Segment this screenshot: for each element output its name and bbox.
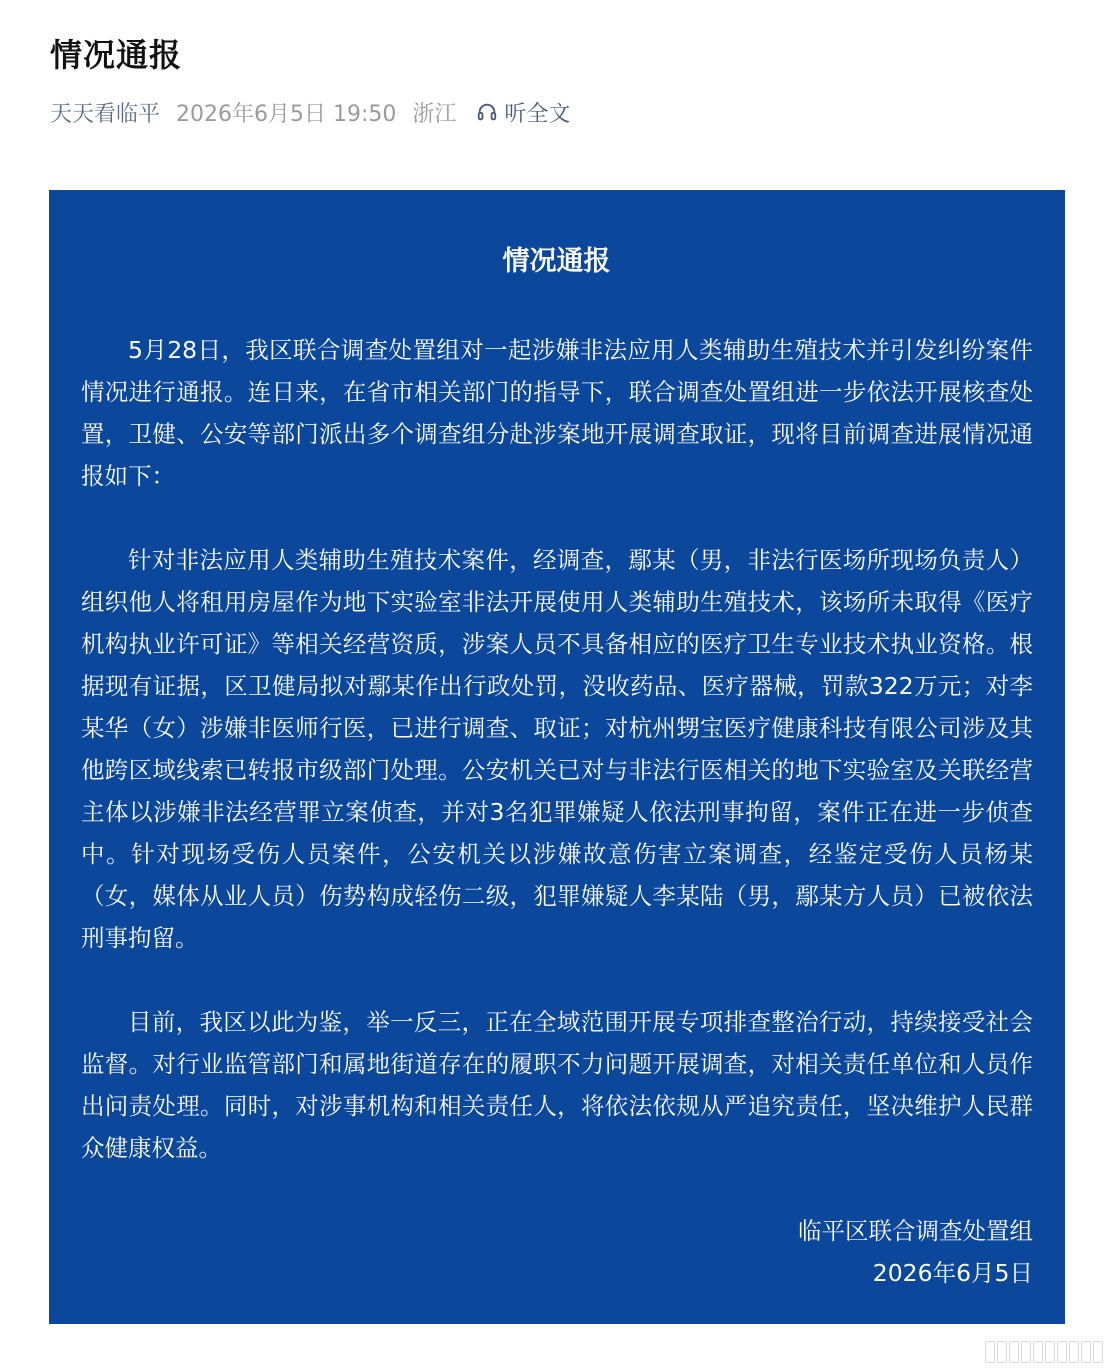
notice-heading: 情况通报 [502, 246, 611, 277]
listen-label: 听全文 [504, 101, 571, 127]
publish-datetime: 2026年6月5日 19:50 [176, 101, 397, 127]
notice-paragraph-3: 目前，我区以此为鉴，举一反三，正在全域范围开展专项排查整治行动，持续接受社会监督。对行业监管部门和属地街道存在的履职不力问题开展调查，对相关责任单位和人员作出问责处理。同时，对涉事机构和相关责任人，将依法依规从严追究责任，坚决维护人民群众健康权益。 [81, 1008, 1033, 1162]
signature-date: 2026年6月5日 [872, 1259, 1033, 1287]
listen-full-text-button[interactable] [476, 97, 570, 128]
notice-paragraph-1: 5月28日，我区联合调查处置组对一起涉嫌非法应用人类辅助生殖技术并引发纠纷案件情况进行通报。连日来，在省市相关部门的指导下，联合调查处置组进一步依法开展核查处置，卫健、公安等部门派出多个调查组分赴涉案地开展调查取证，现将目前调查进展情况通报如下： [81, 336, 1033, 490]
article-meta [50, 94, 570, 130]
signature-organization: 临平区联合调查处置组 [798, 1217, 1033, 1245]
author-source-link[interactable]: 天天看临平 [50, 101, 161, 127]
notice-body [81, 329, 1033, 1211]
notice-signature [798, 1210, 1033, 1294]
page-title: 情况通报 [50, 36, 183, 74]
watermark-logo [943, 1339, 1103, 1365]
notice-paragraph-2: 针对非法应用人类辅助生殖技术案件，经调查，鄢某（男，非法行医场所现场负责人）组织他人将租用房屋作为地下实验室非法开展使用人类辅助生殖技术，该场所未取得《医疗机构执业许可证》等相关经营资质，涉案人员不具备相应的医疗卫生专业技术执业资格。根据现有证据，区卫健局拟对鄢某作出行政处罚，没收药品、医疗器械，罚款322万元；对李某华（女）涉嫌非医师行医，已进行调查、取证；对杭州甥宝医疗健康科技有限公司涉及其他跨区域线索已转报市级部门处理。公安机关已对与非法行医相关的地下实验室及关联经营主体以涉嫌非法经营罪立案侦查，并对3名犯罪嫌疑人依法刑事拘留，案件正在进一步侦查中。针对现场受伤人员案件，公安机关以涉嫌故意伤害立案调查，经鉴定受伤人员杨某（女，媒体从业人员）伤势构成轻伤二级，犯罪嫌疑人李某陆（男，鄢某方人员）已被依法刑事拘留。 [81, 546, 1033, 952]
headphones-icon [476, 101, 498, 123]
publish-location: 浙江 [412, 101, 457, 127]
